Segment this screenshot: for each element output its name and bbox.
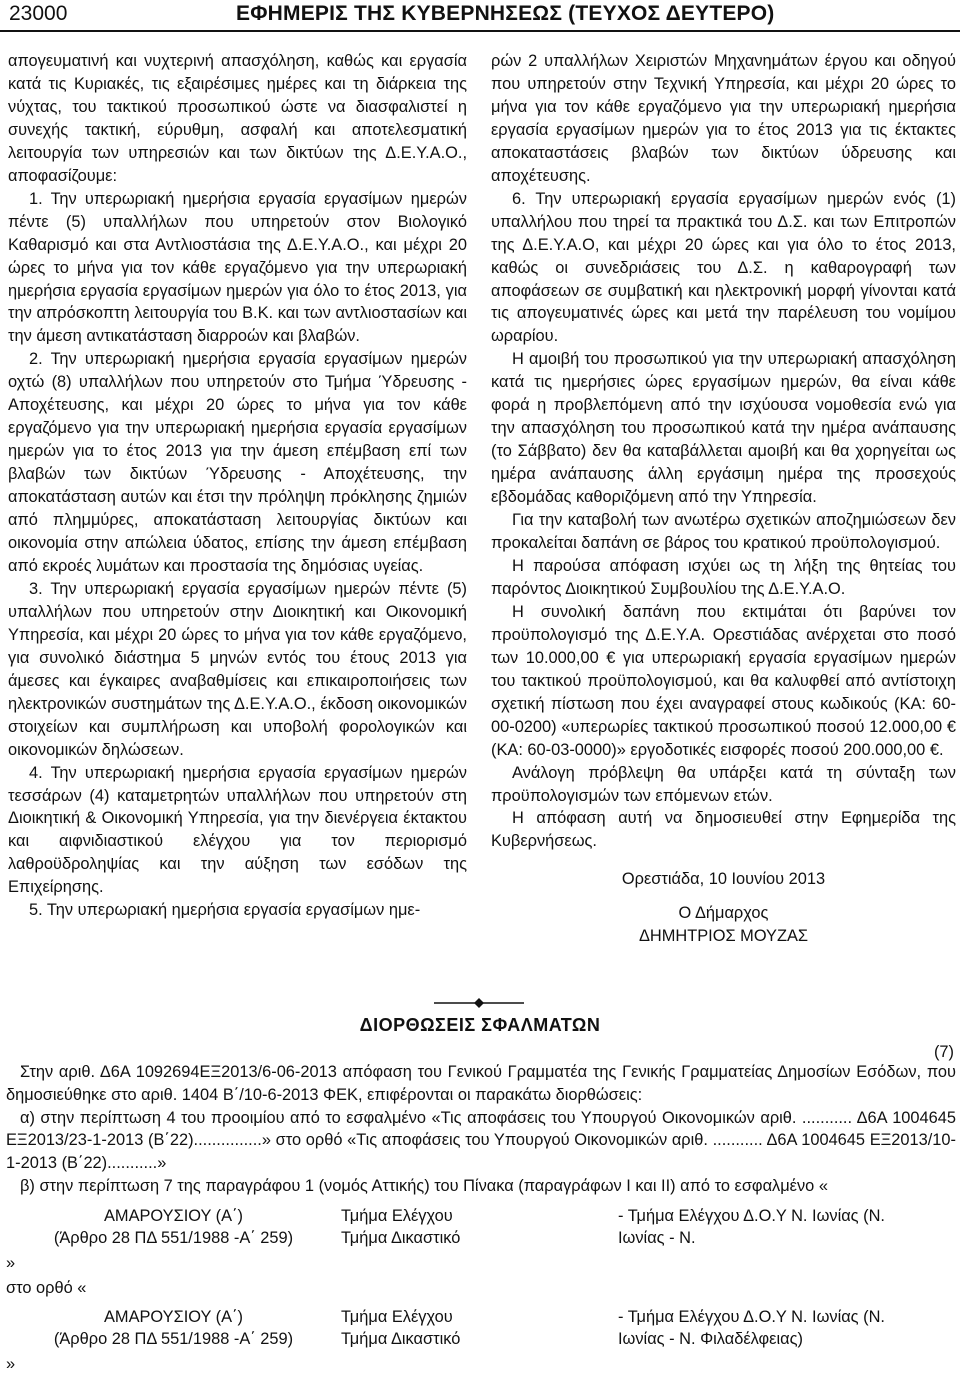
competence-line-2: Ιωνίας - Ν. [618,1228,696,1247]
paragraph-compensation: Η αμοιβή του προσωπικού για την υπερωριακή απασχόληση κατά τις ημερήσιες ώρες εργασίμων ημερών, θα είναι κάθε φορά η προβλεπόμενη από την ισχύουσα νομοθεσία ενώ για την απασχόληση του προσωπικού κατά την ημέρα ανάπαυσης (το Σάββατο) δεν θα καταβάλλεται αμοιβή και θα χορηγείται ως ημέρα ανάπαυσης άλλη εργάσιμη ημέρα της προσεχούς εβδομάδας καθοριζόμενη από την Υπηρεσία. [491,350,956,507]
signature-name: ΔΗΜΗΤΡΙΟΣ ΜΟΥΖΑΣ [638,927,809,946]
close-quote: » [6,1354,16,1373]
left-column [8,50,467,922]
table-cell-departments [341,1306,618,1350]
correction-item-a: α) στην περίπτωση 4 του προοιμίου από το εσφαλμένο «Τις αποφάσεις του Υπουργού Οικονομικών αριθ. ........... Δ6Α 1004645 ΕΞ2013/23-1-2013 (Β΄22)...............» στο ορθό «Τις αποφάσεις του Υπουργού Οικονομικών αριθ. ........... Δ6Α 1004645 ΕΞ2013/10-1-2013 (Β΄22)...........» [6,1108,956,1173]
paragraph-item-2: 2. Την υπερωριακή ημερήσια εργασία εργασίμων ημερών οχτώ (8) υπαλλήλων που υπηρετούν στο Τμήμα Ύδρευσης - Αποχέτευσης, και μέχρι 20 ώρες το μήνα για τον κάθε εργαζόμενο για την υπερωριακή ημερήσια εργασία εργασίμων ημερών για το έτος 2013 για την άμεση επέμβαση επί των βλαβών των δικτύων Ύδρευσης - Αποχέτευσης, την αποκατάσταση αυτών και έτσι την πρόληψη πρόκλησης ζημιών από πλημμύρες, αποκατάσταση λειτουργίας δικτύων και οικονομία στην απώλεια ύδατος, επίσης την άμεση επέμβαση από εκροές λυμάτων και προστασία της δημόσιας υγείας. [8,350,467,575]
paragraph-intro: απογευματινή και νυχτερινή απασχόληση, καθώς και εργασία κατά τις Κυριακές, τις εξαιρέσιμες ημέρες και τη διάρκεια της νύχτας, του τακτικού προσωπικού ώστε να διασφαλιστεί η συνεχής τακτική, εύρυθμη, ασφαλή και αποτελεσματική λειτουργία των υπηρεσιών και των δικτύων της Δ.Ε.Υ.Α.Ο., αποφασίζουμε: [8,52,467,185]
section-title: ΔΙΟΡΘΩΣΕΙΣ ΣΦΑΛΜΑΤΩΝ [359,1015,601,1035]
competence-line-2: Ιωνίας - Ν. Φιλαδέλφειας) [618,1329,803,1348]
department-legal: Τμήμα Δικαστικό [341,1329,461,1348]
paragraph-item-3: 3. Την υπερωριακή εργασία εργασίμων ημερών πέντε (5) υπαλλήλων που υπηρετούν στην Διοικητική και Οικονομική Υπηρεσία, και μέχρι 20 ώρες το μήνα για τον κάθε εργαζόμενο, για συνολικό διάστημα 5 μηνών εντός του έτους 2013 για άμεσες και έγκαιρες αναβαθμίσεις και επικαιροποιήσεις των ηλεκτρονικών συστημάτων της Δ.Ε.Υ.Α.Ο., έκδοση οικονομικών στοιχείων και συμπλήρωση και υποβολή φορολογικών και οικονομικών δηλώσεων. [8,579,467,759]
department-legal: Τμήμα Δικαστικό [341,1228,461,1247]
correction-item-b: β) στην περίπτωση 7 της παραγράφου 1 (νομός Αττικής) του Πίνακα (παραγράφων Ι και ΙΙ) από το εσφαλμένο « [20,1176,828,1195]
competence-line-1: - Τμήμα Ελέγχου Δ.Ο.Υ Ν. Ιωνίας (Ν. [618,1307,885,1326]
page-number: 23000 [9,2,68,25]
paragraph-item-4: 4. Την υπερωριακή ημερήσια εργασία εργασίμων ημερών τεσσάρων (4) καταμετρητών υπαλλήλων που υπηρετούν στη Διοικητική & Οικονομική Υπηρεσία, για την διενέργεια έκτακτου και αιφνιδιαστικού ελέγχου για τον περιορισμό λαθροϋδροληψίας και την αύξηση των εσόδων της Επιχείρησης. [8,763,467,897]
paragraph-validity: Η παρούσα απόφαση ισχύει ως τη λήξη της θητείας του παρόντος Διοικητικού Συμβουλίου της Δ.Ε.Υ.Α.Ο. [491,556,956,598]
office-article: (Άρθρο 28 ΠΔ 551/1988 -Α΄ 259) [53,1228,294,1247]
section-divider [434,997,524,1009]
signature-role: Ο Δήμαρχος [678,904,769,923]
paragraph-budget-note: Για την καταβολή των ανωτέρω σχετικών αποζημιώσεων δεν προκαλείται δαπάνη σε βάρος του κρατικού προϋπολογισμού. [491,511,956,553]
signature-block [491,868,956,948]
office-name: ΑΜΑΡΟΥΣΙΟΥ (Α΄) [103,1206,243,1225]
table-cell-office [6,1205,341,1249]
right-column [491,50,956,948]
correction-number: (7) [933,1043,954,1061]
table-cell-competence [618,1306,958,1350]
paragraph-total-cost: Η συνολική δαπάνη που εκτιμάται ότι βαρύνει τον προϋπολογισμό της Δ.Ε.Υ.Α. Ορεστιάδας ανέρχεται στο ποσό των 10.000,00 € για υπερωριακή εργασία εργασίμων ημερών του τακτικού προϋπολογισμού, και θα καλυφθεί από αντίστοιχη σχετική πίστωση που έχει αναγραφεί στους κωδικούς (ΚΑ: 60-00-0200) «υπερωρίες τακτικού προσωπικού ποσού 12.000,00 € (ΚΑ: 60-03-0000)» εργοδοτικές εισφορές ποσού 200.000,00 €. [491,602,956,759]
table-cell-office [6,1306,341,1350]
office-article: (Άρθρο 28 ΠΔ 551/1988 -Α΄ 259) [53,1329,294,1348]
table-cell-competence [618,1205,958,1249]
paragraph-future-budget: Ανάλογη πρόβλεψη θα υπάρξει κατά τη σύνταξη των προϋπολογισμών των επόμενων ετών. [491,763,956,805]
competence-line-1: - Τμήμα Ελέγχου Δ.Ο.Υ Ν. Ιωνίας (Ν. [618,1206,885,1225]
paragraph-item-1: 1. Την υπερωριακή ημερήσια εργασία εργασίμων ημερών πέντε (5) υπαλλήλων που υπηρετούν στον Βιολογικό Καθαρισμό και στα Αντλιοστάσια της Δ.Ε.Υ.Α.Ο., και μέχρι 20 ώρες το μήνα για τον κάθε εργαζόμενο για την υπερωριακή ημερήσια εργασία εργασίμων ημερών για όλο το έτος 2013, για την απρόσκοπτη λειτουργία του Β.Κ. και των αντλιοστασίων και την άμεση αντικατάσταση διαρροών και βλαβών. [8,189,467,346]
paragraph-item-6: 6. Την υπερωριακή εργασία εργασίμων ημερών ενός (1) υπαλλήλου που τηρεί τα πρακτικά του Δ.Σ. και των Επιτροπών της Δ.Ε.Υ.Α.Ο, και μέχρι 20 ώρες και για όλο το έτος 2013, καθώς οι συνεδριάσεις του Δ.Σ. η καθαρογραφή των αποφάσεων σε συμβατική και ηλεκτρονική μορφή γίνονται κατά τις απογευματινές ώρες και μετά την παρέλευση του νομίμου ωραρίου. [491,189,956,346]
department-audit: Τμήμα Ελέγχου [341,1206,453,1225]
table-row-correct [6,1306,956,1350]
correct-label: στο ορθό « [6,1278,87,1297]
close-quote: » [6,1253,16,1272]
table-row-wrong [6,1205,956,1249]
gazette-title: ΕΦΗΜΕΡΙΣ ΤΗΣ ΚΥΒΕΡΝΗΣΕΩΣ (ΤΕΥΧΟΣ ΔΕΥΤΕΡΟ) [236,2,775,25]
paragraph-item-5-cont: ρών 2 υπαλλήλων Χειριστών Μηχανημάτων έργου και οδηγού που υπηρετούν στην Τεχνική Υπηρεσία, και μέχρι 20 ώρες το μήνα για τον κάθε εργαζόμενο για την υπερωριακή ημερήσια εργασία εργασίμων ημερών για το έτος 2013 για τις έκτακτες αποκαταστάσεις βλαβών των δικτύων ύδρευσης και αποχέτευσης. [491,52,956,185]
table-cell-departments [341,1205,618,1249]
paragraph-publication: Η απόφαση αυτή να δημοσιευθεί στην Εφημερίδα της Κυβερνήσεως. [491,809,956,851]
paragraph-item-5: 5. Την υπερωριακή ημερήσια εργασία εργασίμων ημε- [29,901,421,920]
correction-intro: Στην αριθ. Δ6Α 1092694ΕΞ2013/6-06-2013 απόφαση του Γενικού Γραμματέα της Γενικής Γραμματείας Δημοσίων Εσόδων, που δημοσιεύθηκε στο αριθ. 1404 Β΄/10-6-2013 ΦΕΚ, επιφέρονται οι παρακάτω διορθώσεις: [6,1063,956,1104]
office-name: ΑΜΑΡΟΥΣΙΟΥ (Α΄) [103,1307,243,1326]
page-header [0,0,960,34]
corrections-body [6,1061,956,1375]
header-rule [0,30,960,32]
signature-place-date: Ορεστιάδα, 10 Ιουνίου 2013 [621,870,826,889]
department-audit: Τμήμα Ελέγχου [341,1307,453,1326]
